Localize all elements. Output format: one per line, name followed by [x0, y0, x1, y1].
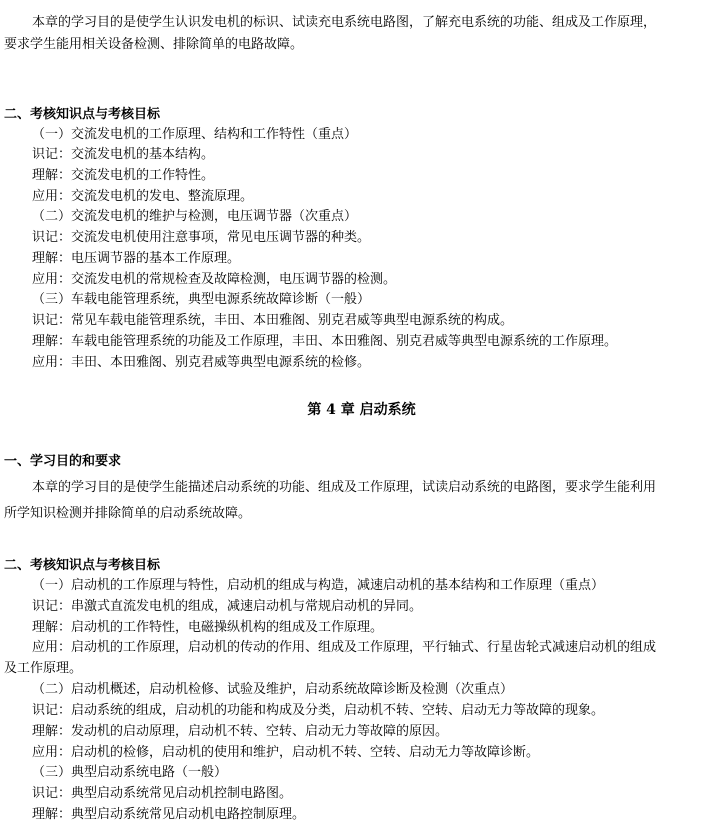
chapter4-intro-line1: 本章的学习目的是使学生能描述启动系统的功能、组成及工作原理，试读启动系统的电路图，要求学生能利用	[32, 480, 657, 495]
chapter4-item: 理解：发动机的启动原理，启动机不转、空转、启动无力等故障的原因。	[32, 724, 449, 739]
section1-item: 识记：常见车载电能管理系统，丰田、本田雅阁、别克君威等典型电源系统的构成。	[32, 313, 514, 328]
chapter4-heading-targets: 二、考核知识点与考核目标	[4, 558, 161, 573]
chapter4-item: （二）启动机概述，启动机检修、试验及维护，启动系统故障诊断及检测（次重点）	[32, 682, 514, 697]
chapter4-item-continuation: 及工作原理。	[4, 661, 83, 676]
section1-item: （一）交流发电机的工作原理、结构和工作特性（重点）	[32, 127, 358, 142]
section1-item: 应用：交流发电机的常规检查及故障检测，电压调节器的检测。	[32, 272, 397, 287]
section1-intro-line2: 要求学生能用相关设备检测、排除简单的电路故障。	[4, 37, 304, 52]
chapter4-item: 理解：典型启动系统常见启动机电路控制原理。	[32, 807, 306, 822]
section1-item: 理解：电压调节器的基本工作原理。	[32, 251, 241, 266]
section1-item: 应用：交流发电机的发电、整流原理。	[32, 189, 254, 204]
chapter4-item: 应用：启动机的检修，启动机的使用和维护，启动机不转、空转、启动无力等故障诊断。	[32, 745, 540, 760]
section1-heading: 二、考核知识点与考核目标	[4, 107, 161, 122]
chapter4-item: （一）启动机的工作原理与特性，启动机的组成与构造，减速启动机的基本结构和工作原理（重点）	[32, 578, 605, 593]
chapter4-item: 理解：启动机的工作特性，电磁操纵机构的组成及工作原理。	[32, 620, 384, 635]
section1-item: 识记：交流发电机的基本结构。	[32, 147, 215, 162]
chapter4-intro-line2: 所学知识检测并排除简单的启动系统故障。	[4, 506, 252, 521]
chapter4-item: （三）典型启动系统电路（一般）	[32, 765, 228, 780]
chapter4-item: 识记：启动系统的组成，启动机的功能和构成及分类，启动机不转、空转、启动无力等故障的现象。	[32, 703, 605, 718]
section1-item: 理解：车载电能管理系统的功能及工作原理，丰田、本田雅阁、别克君威等典型电源系统的工作原理。	[32, 334, 618, 349]
chapter4-heading-goals: 一、学习目的和要求	[4, 454, 122, 469]
section1-item: （二）交流发电机的维护与检测，电压调节器（次重点）	[32, 209, 358, 224]
section1-item: 应用：丰田、本田雅阁、别克君威等典型电源系统的检修。	[32, 355, 371, 370]
section1-item: 理解：交流发电机的工作特性。	[32, 168, 215, 183]
section1-item: （三）车载电能管理系统，典型电源系统故障诊断（一般）	[32, 292, 371, 307]
section1-item: 识记：交流发电机使用注意事项，常见电压调节器的种类。	[32, 230, 371, 245]
section1-intro-line1: 本章的学习目的是使学生认识发电机的标识、试读充电系统电路图，了解充电系统的功能、组成及工作原理，	[32, 15, 657, 30]
chapter-title: 第 4 章 启动系统	[307, 402, 416, 418]
chapter4-item: 应用：启动机的工作原理，启动机的传动的作用、组成及工作原理，平行轴式、行星齿轮式减速启动机的组成	[32, 640, 657, 655]
chapter4-item: 识记：串激式直流发电机的组成，减速启动机与常规启动机的异同。	[32, 599, 423, 614]
chapter4-item: 识记：典型启动系统常见启动机控制电路图。	[32, 786, 293, 801]
